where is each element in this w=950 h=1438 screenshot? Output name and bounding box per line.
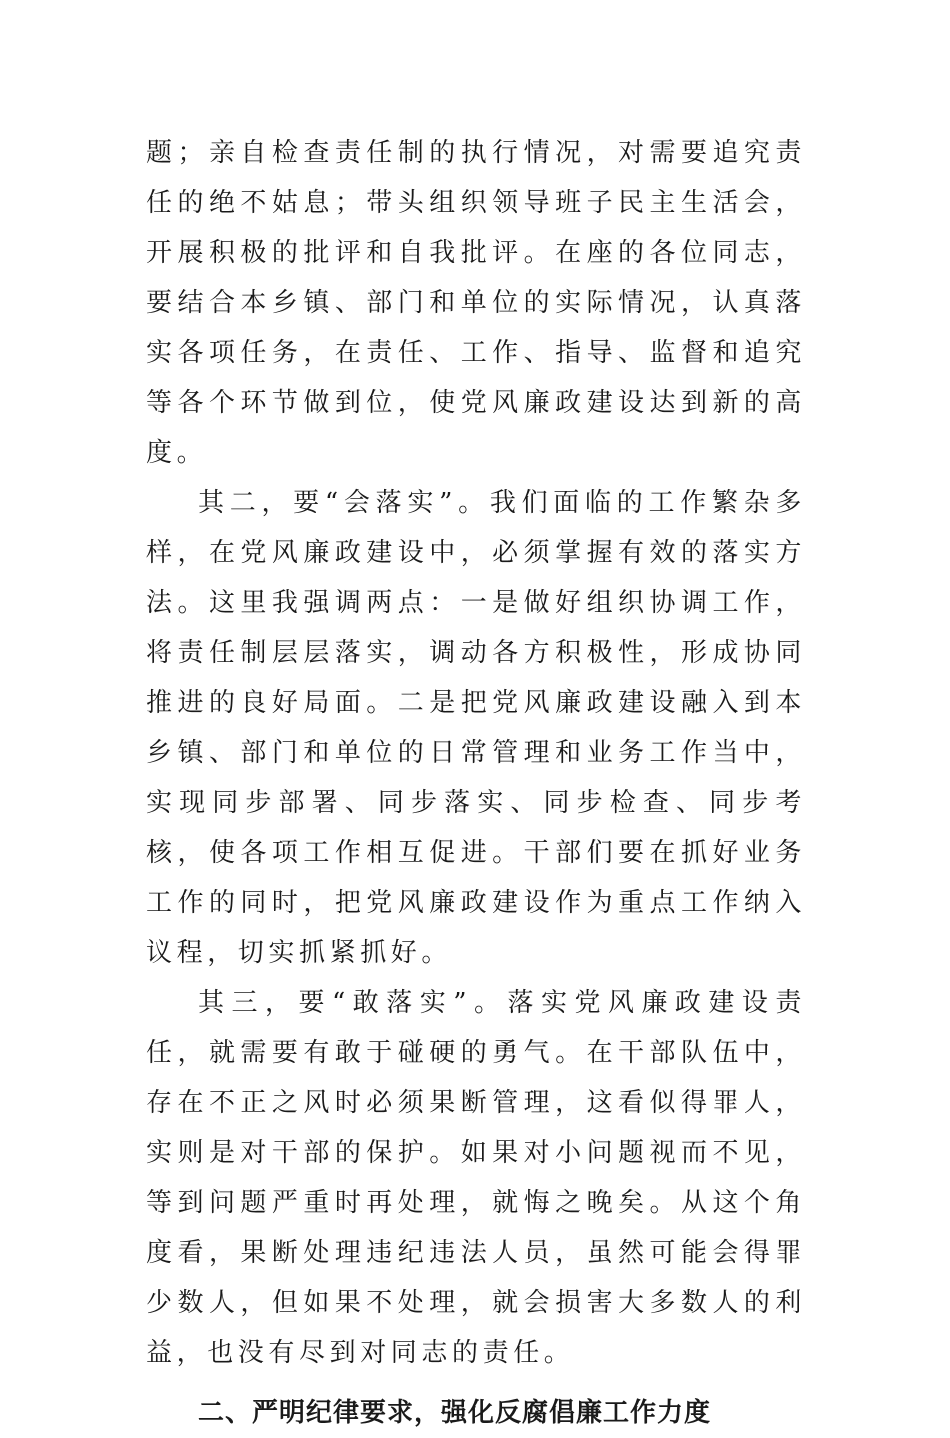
paragraph-continuation: 题；亲自检查责任制的执行情况，对需要追究责任的绝不姑息；带头组织领导班子民主生活会，开展积极的批评和自我批评。在座的各位同志，要结合本乡镇、部门和单位的实际情况，认真落实各项任务，在责任、工作、指导、监督和追究等各个环节做到位，使党风廉政建设达到新的高度。	[146, 138, 806, 468]
document-page	[146, 128, 806, 1438]
paragraph-second-point: 其二，要“会落实”。我们面临的工作繁杂多样，在党风廉政建设中，必须掌握有效的落实方法。这里我强调两点：一是做好组织协调工作，将责任制层层落实，调动各方积极性，形成协同推进的良好局面。二是把党风廉政建设融入到本乡镇、部门和单位的日常管理和业务工作当中，实现同步部署、同步落实、同步检查、同步考核，使各项工作相互促进。干部们要在抓好业务工作的同时，把党风廉政建设作为重点工作纳入议程，切实抓紧抓好。	[146, 488, 806, 968]
section-heading: 二、严明纪律要求，强化反腐倡廉工作力度	[198, 1398, 712, 1428]
paragraph-third-point: 其三，要“敢落实”。落实党风廉政建设责任，就需要有敢于碰硬的勇气。在干部队伍中，存在不正之风时必须果断管理，这看似得罪人，实则是对干部的保护。如果对小问题视而不见，等到问题严重时再处理，就悔之晚矣。从这个角度看，果断处理违纪违法人员，虽然可能会得罪少数人，但如果不处理，就会损害大多数人的利益，也没有尽到对同志的责任。	[146, 988, 806, 1368]
